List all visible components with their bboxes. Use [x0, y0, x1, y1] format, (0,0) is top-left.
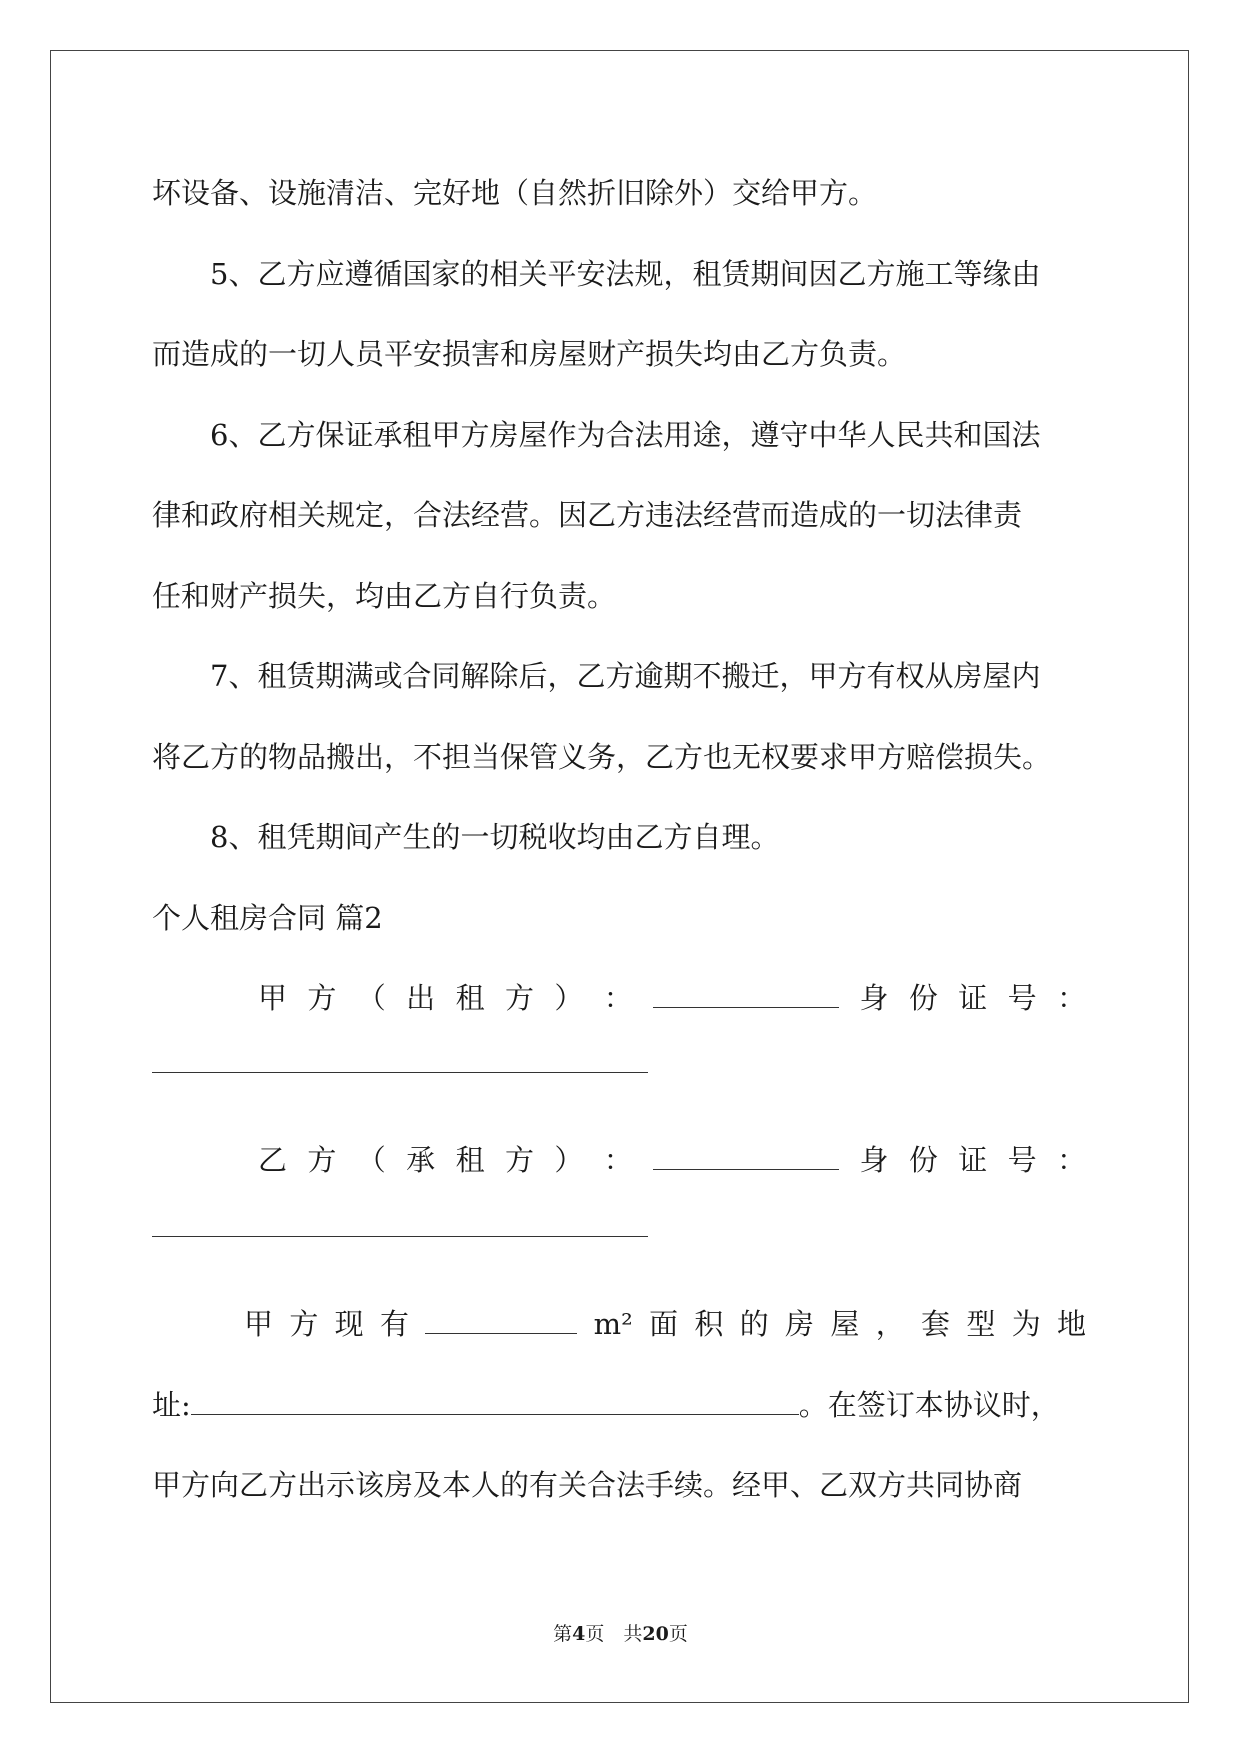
party-b-id-blank[interactable]	[152, 1236, 648, 1237]
page-border	[50, 50, 1189, 1703]
house-char: 面	[649, 1307, 679, 1341]
party-a-id-char: 份	[908, 981, 938, 1015]
paragraph-line: 将乙方的物品搬出，不担当保管义务，乙方也无权要求甲方赔偿损失。	[152, 740, 1052, 774]
party-a-id-char: 身	[859, 981, 889, 1015]
house-char: 有	[379, 1307, 409, 1341]
house-char: 型	[966, 1307, 996, 1341]
house-char: ，	[875, 1307, 905, 1341]
paragraph-line: 律和政府相关规定，合法经营。因乙方违法经营而造成的一切法律责	[152, 498, 1023, 532]
paragraph-line: 甲方向乙方出示该房及本人的有关合法手续。经甲、乙双方共同协商	[152, 1468, 1023, 1502]
paragraph-line: 5、乙方应遵循国家的相关平安法规，租赁期间因乙方施工等缘由	[210, 257, 1041, 291]
address-label: 址:	[152, 1388, 191, 1422]
total-pages: 20	[642, 1623, 669, 1645]
footer-text: 第	[553, 1623, 573, 1645]
party-b-id-char: 身	[859, 1143, 889, 1177]
paragraph-line: 6、乙方保证承租甲方房屋作为合法用途，遵守中华人民共和国法	[210, 418, 1041, 452]
party-b-char: ：	[603, 1143, 633, 1177]
house-address-line	[152, 1387, 1060, 1423]
house-char: 甲	[244, 1307, 274, 1341]
party-b-char: 乙	[258, 1143, 288, 1177]
paragraph-line: 坏设备、设施清洁、完好地（自然折旧除外）交给甲方。	[152, 176, 878, 210]
house-char: 现	[334, 1307, 364, 1341]
paragraph-line: 而造成的一切人员平安损害和房屋财产损失均由乙方负责。	[152, 337, 907, 371]
party-a-char: 方	[307, 981, 337, 1015]
house-char: 为	[1011, 1307, 1041, 1341]
house-char: 积	[694, 1307, 724, 1341]
house-area-line	[244, 1306, 1086, 1342]
footer-text: 页	[668, 1623, 688, 1645]
address-blank[interactable]	[191, 1392, 799, 1415]
party-a-char: （	[356, 981, 386, 1015]
house-char: 套	[921, 1307, 951, 1341]
party-b-char: 承	[406, 1143, 436, 1177]
party-b-line	[258, 1142, 1086, 1178]
page-footer	[0, 1622, 1241, 1646]
party-b-char: 方	[504, 1143, 534, 1177]
party-b-name-blank[interactable]	[653, 1147, 839, 1170]
house-char: 房	[785, 1307, 815, 1341]
party-b-id-char: 号	[1007, 1143, 1037, 1177]
party-b-char: ）	[554, 1143, 584, 1177]
party-a-char: ：	[603, 981, 633, 1015]
house-char: 的	[739, 1307, 769, 1341]
house-char: 方	[289, 1307, 319, 1341]
paragraph-line: 8、租凭期间产生的一切税收均由乙方自理。	[210, 820, 780, 854]
party-a-char: 租	[455, 981, 485, 1015]
house-char: 屋	[830, 1307, 860, 1341]
party-a-char: ）	[554, 981, 584, 1015]
party-b-id-char: ：	[1057, 1143, 1087, 1177]
party-a-id-char: 号	[1007, 981, 1037, 1015]
party-a-name-blank[interactable]	[653, 985, 839, 1008]
party-a-char: 出	[406, 981, 436, 1015]
party-a-id-blank[interactable]	[152, 1072, 648, 1073]
party-a-char: 方	[504, 981, 534, 1015]
party-a-id-char: 证	[958, 981, 988, 1015]
house-char: 地	[1057, 1307, 1087, 1341]
party-b-char: 方	[307, 1143, 337, 1177]
address-after-text: 。在签订本协议时，	[798, 1388, 1060, 1422]
party-b-id-char: 份	[908, 1143, 938, 1177]
party-a-id-char: ：	[1057, 981, 1087, 1015]
footer-text: 页 共	[585, 1623, 643, 1645]
page-number: 4	[572, 1623, 586, 1645]
paragraph-line: 任和财产损失，均由乙方自行负责。	[152, 579, 617, 613]
party-b-id-char: 证	[958, 1143, 988, 1177]
section-heading: 个人租房合同 篇2	[152, 901, 383, 935]
party-b-char: 租	[455, 1143, 485, 1177]
party-a-line	[258, 980, 1086, 1016]
party-a-char: 甲	[258, 981, 288, 1015]
house-area-blank[interactable]	[425, 1311, 577, 1334]
area-unit: m²	[593, 1307, 633, 1341]
paragraph-line: 7、租赁期满或合同解除后，乙方逾期不搬迁，甲方有权从房屋内	[210, 659, 1041, 693]
party-b-char: （	[356, 1143, 386, 1177]
